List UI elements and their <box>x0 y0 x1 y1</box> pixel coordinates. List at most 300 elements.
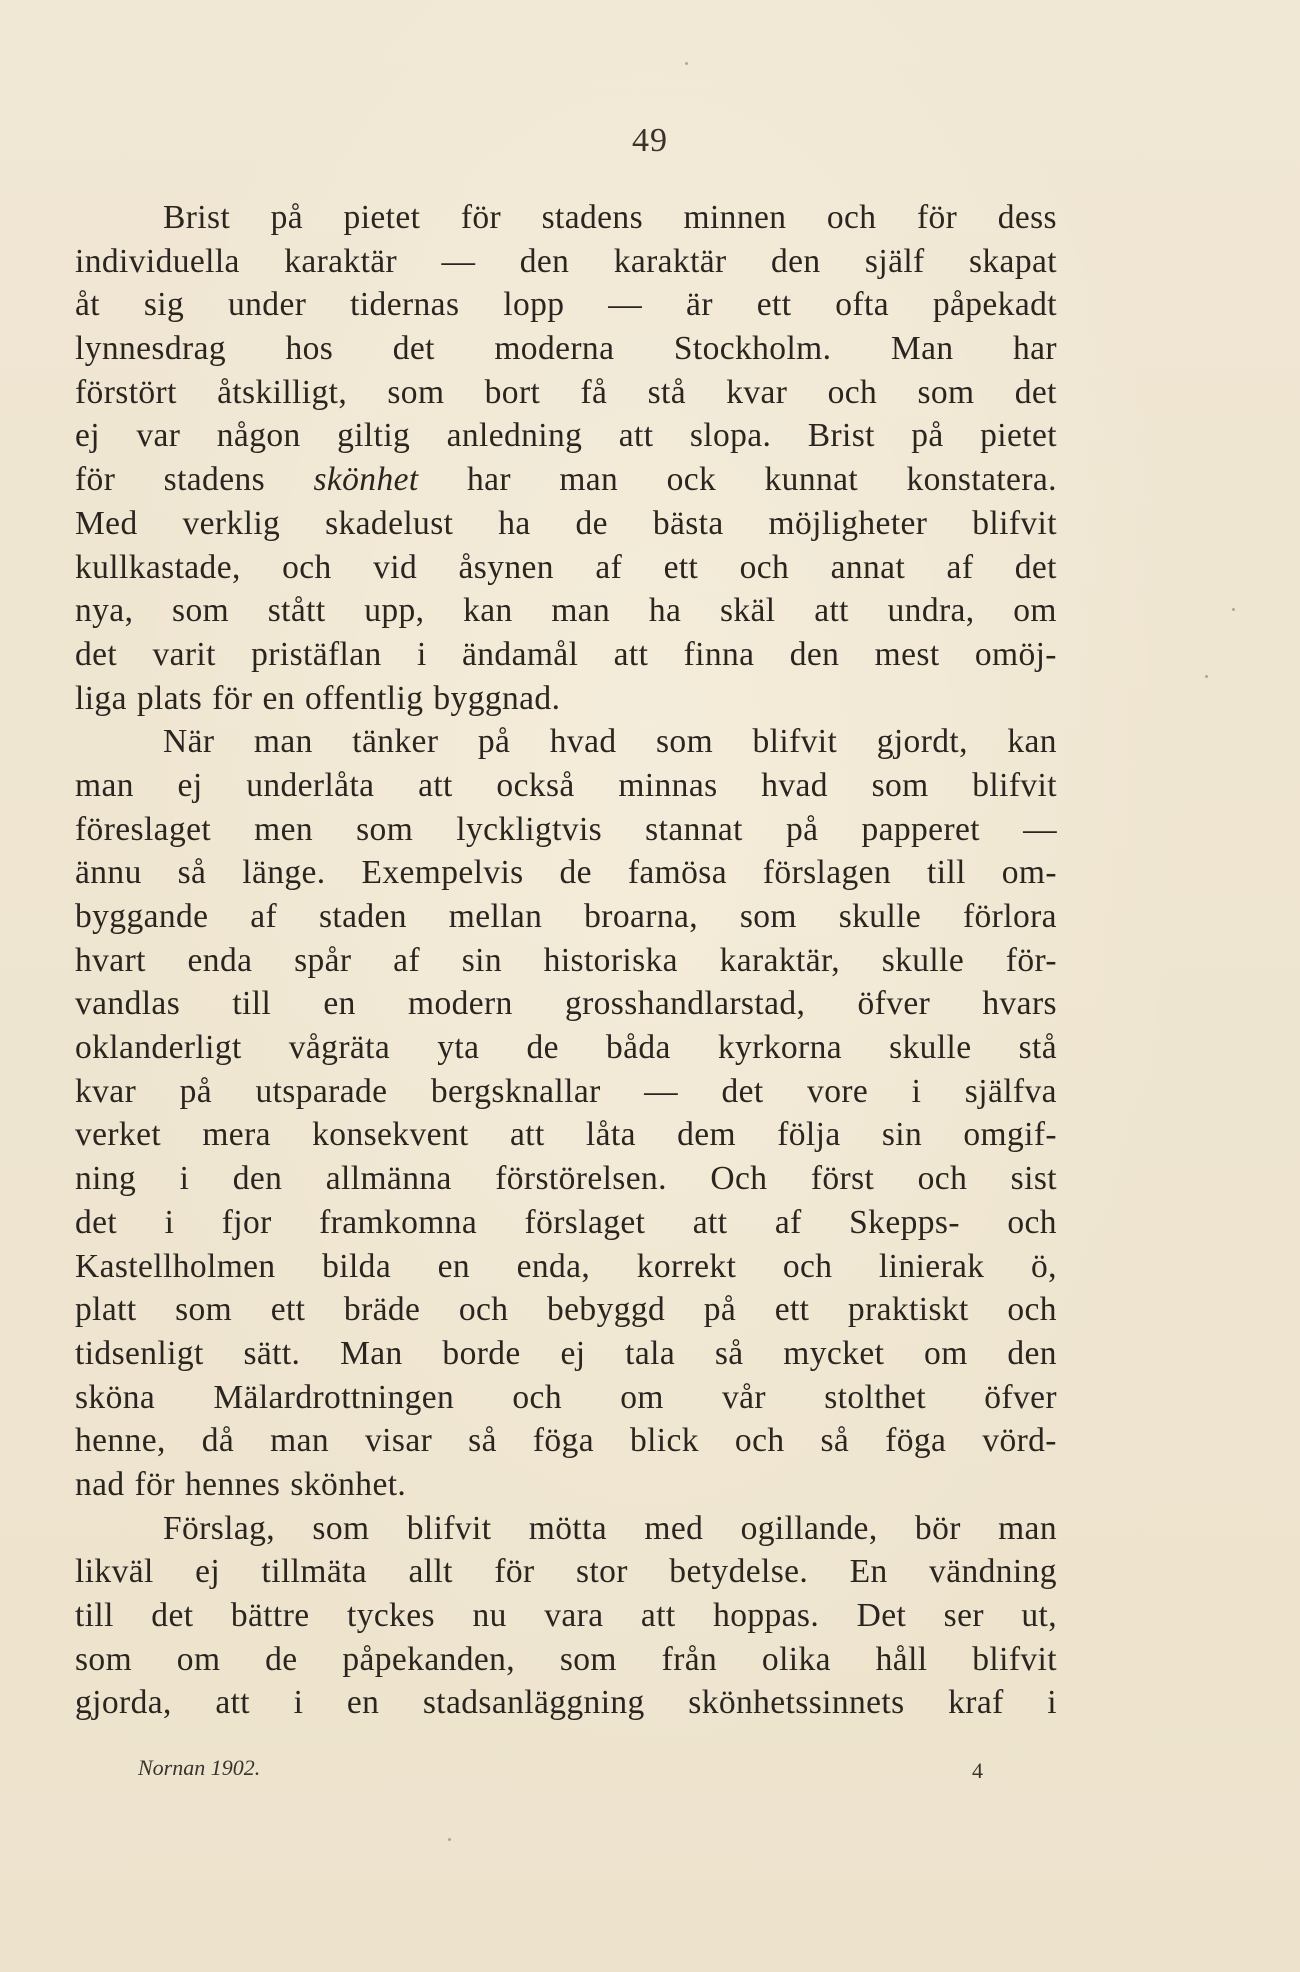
word: olika <box>761 1640 831 1678</box>
text-line <box>75 633 1057 677</box>
word: hvars <box>982 985 1057 1023</box>
word: skönhet <box>313 461 419 499</box>
word: Med <box>75 504 138 542</box>
word: minnas <box>618 766 718 804</box>
word: lyckligtvis <box>456 810 603 848</box>
word: utsparade <box>255 1072 388 1110</box>
word: så <box>714 1334 744 1372</box>
word: blifvit <box>972 504 1057 542</box>
word: spår <box>294 941 352 979</box>
word: minnen <box>683 199 787 236</box>
text-line <box>75 1681 1057 1725</box>
word: borde <box>442 1334 521 1372</box>
word: sin <box>461 941 502 979</box>
word: Kastellholmen <box>75 1247 276 1285</box>
word: upp, <box>364 592 425 630</box>
word: till <box>927 854 966 892</box>
word: När <box>163 723 215 761</box>
word: tillmäta <box>261 1553 368 1591</box>
word: mest <box>874 635 940 673</box>
word: af <box>595 548 623 586</box>
word: de <box>559 854 592 892</box>
word: man <box>270 1422 330 1460</box>
word: om- <box>1001 854 1057 892</box>
word: ning <box>75 1160 137 1198</box>
word: om <box>176 1640 221 1678</box>
word: ha <box>648 592 682 630</box>
word: korrekt <box>636 1247 737 1285</box>
word: allt <box>408 1553 453 1591</box>
word: verket <box>75 1116 162 1154</box>
word: tyckes <box>347 1597 435 1634</box>
word: ogillande, <box>740 1509 878 1547</box>
word: om <box>620 1378 664 1416</box>
word: en <box>262 679 295 717</box>
word: yta <box>437 1029 480 1067</box>
word: kunnat <box>764 461 859 499</box>
word: det <box>75 635 118 673</box>
word: blifvit <box>972 766 1057 804</box>
word: — <box>644 1072 678 1110</box>
word: varit <box>152 635 216 673</box>
word: påpekadt <box>932 286 1057 324</box>
word: ett <box>756 286 792 324</box>
word: en <box>437 1247 471 1285</box>
word: kullkastade, <box>75 548 241 586</box>
word: tidernas <box>350 286 460 324</box>
paper-speck <box>448 1838 451 1841</box>
word: ej <box>75 417 100 455</box>
word: omgif- <box>963 1116 1057 1154</box>
word: och <box>458 1291 509 1329</box>
word: vore <box>807 1072 869 1110</box>
word: till <box>75 1597 114 1634</box>
word: hvart <box>75 941 146 979</box>
word: någon <box>216 417 301 455</box>
text-line <box>75 1550 1057 1594</box>
word: som <box>739 898 797 935</box>
word: som <box>356 810 414 848</box>
word: följa <box>777 1116 841 1154</box>
word: Och <box>710 1160 768 1198</box>
word: — <box>441 242 476 280</box>
word: skadelust <box>325 504 454 542</box>
word: Skepps- <box>849 1203 960 1241</box>
word: pietet <box>980 417 1057 455</box>
word: för <box>134 1465 175 1503</box>
word: ej <box>177 766 203 804</box>
word: som <box>871 766 929 804</box>
word: ett <box>774 1291 810 1329</box>
paper-speck <box>1205 675 1208 678</box>
word: af <box>946 548 974 586</box>
word: Förslag, <box>163 1509 276 1547</box>
word: i <box>179 1160 190 1198</box>
word: först <box>810 1160 875 1198</box>
word: fjor <box>221 1203 272 1241</box>
word: vörd- <box>982 1422 1057 1460</box>
word: stå <box>1018 1029 1057 1067</box>
word: papperet <box>861 810 980 848</box>
word: som <box>175 1291 233 1329</box>
word: på <box>911 417 944 455</box>
text-line <box>75 720 1057 764</box>
word: sig <box>143 286 185 324</box>
word: kvar <box>726 373 788 411</box>
word: men <box>254 810 314 848</box>
word: så <box>177 854 207 892</box>
word: under <box>228 286 307 324</box>
word: man <box>253 723 313 761</box>
word: sist <box>1010 1160 1057 1198</box>
word: och <box>739 548 790 586</box>
word: med <box>644 1509 704 1547</box>
word: enda <box>187 941 253 979</box>
word: i <box>293 1684 304 1722</box>
word: man <box>559 461 619 499</box>
word: dem <box>677 1116 736 1154</box>
word: karaktär <box>284 242 398 280</box>
word: att <box>618 417 654 455</box>
word: dess <box>997 199 1057 236</box>
word: den <box>789 635 840 673</box>
word: stadens <box>541 199 644 236</box>
word: och <box>917 1160 968 1198</box>
word: för- <box>1005 941 1057 979</box>
word: som <box>917 373 975 411</box>
word: man <box>998 1509 1057 1547</box>
word: historiska <box>543 941 678 979</box>
text-line <box>75 240 1057 284</box>
word: betydelse. <box>669 1553 809 1591</box>
word: på <box>477 723 511 761</box>
word: ett <box>270 1291 306 1329</box>
word: som <box>387 373 445 411</box>
word: kan <box>463 592 513 630</box>
word: åsynen <box>458 548 554 586</box>
word: ett <box>663 548 699 586</box>
word: plats <box>136 679 203 717</box>
word: vara <box>544 1597 604 1634</box>
word: förstörelsen. <box>495 1160 667 1198</box>
word: individuella <box>75 242 240 280</box>
word: i <box>911 1072 922 1110</box>
word: mycket <box>783 1334 885 1372</box>
word: platt <box>75 1291 137 1329</box>
word: anledning <box>446 417 583 455</box>
word: staden <box>318 898 407 935</box>
word: och <box>827 373 878 411</box>
word: stått <box>267 592 326 630</box>
word: den <box>770 242 821 280</box>
word: visar <box>365 1422 433 1460</box>
word: underlåta <box>246 766 375 804</box>
word: Det <box>856 1597 907 1634</box>
word: verklig <box>182 504 281 542</box>
word: af <box>393 941 420 979</box>
word: undra, <box>887 592 975 630</box>
word: likväl <box>75 1553 154 1591</box>
word: hos <box>285 330 334 368</box>
text-line <box>75 677 1057 721</box>
word: ser <box>943 1597 984 1634</box>
word: blick <box>629 1422 699 1460</box>
text-line <box>75 808 1057 852</box>
word: giltig <box>337 417 411 455</box>
word: som <box>559 1640 617 1678</box>
word: skäl <box>719 592 776 630</box>
word: stor <box>576 1553 628 1591</box>
word: — <box>1023 810 1057 848</box>
word: som <box>172 592 230 630</box>
printer-signature: Nornan 1902. <box>138 1755 261 1780</box>
word: ofta <box>835 286 889 324</box>
text-line <box>75 371 1057 415</box>
word: lynnesdrag <box>75 330 226 368</box>
word: Brist <box>163 199 231 236</box>
word: skapat <box>968 242 1057 280</box>
word: öfver <box>857 985 931 1023</box>
word: af <box>250 898 278 935</box>
word: bort <box>484 373 541 411</box>
text-line <box>75 502 1057 546</box>
word: om <box>1013 592 1057 630</box>
text-line <box>75 1638 1057 1682</box>
word: för <box>460 199 502 236</box>
word: mera <box>202 1116 271 1154</box>
word: stannat <box>645 810 743 848</box>
word: hvad <box>549 723 617 761</box>
word: på <box>179 1072 212 1110</box>
word: har <box>466 461 511 499</box>
word: hvad <box>761 766 828 804</box>
word: att <box>509 1116 545 1154</box>
word: stadens <box>163 461 266 499</box>
word: var <box>136 417 181 455</box>
word: det <box>392 330 435 368</box>
word: så <box>468 1422 497 1460</box>
word: stadsanläggning <box>422 1684 645 1722</box>
text-line <box>75 1594 1057 1638</box>
word: den <box>232 1160 283 1198</box>
text-line <box>75 939 1057 983</box>
word: man <box>75 766 134 804</box>
text-line <box>75 1419 1057 1463</box>
word: vandlas <box>75 985 181 1023</box>
word: ej <box>560 1334 586 1372</box>
text-line <box>75 982 1057 1026</box>
word: grosshandlarstad, <box>564 985 806 1023</box>
word: som <box>75 1640 133 1678</box>
word: offentlig <box>305 679 424 717</box>
word: det <box>1014 548 1057 586</box>
word: sätt. <box>243 1334 301 1372</box>
word: föreslaget <box>75 810 212 848</box>
text-line <box>75 196 1057 240</box>
word: det <box>721 1072 764 1110</box>
word: båda <box>605 1029 671 1067</box>
word: finna <box>683 635 755 673</box>
word: skulle <box>881 941 965 979</box>
word: själf <box>864 242 925 280</box>
word: en <box>346 1684 380 1722</box>
word: så <box>820 1422 850 1460</box>
word: blifvit <box>972 1640 1057 1678</box>
word: Brist <box>807 417 875 455</box>
word: på <box>703 1291 737 1329</box>
word: En <box>849 1553 888 1591</box>
word: framkomna <box>319 1203 478 1241</box>
word: för <box>494 1553 535 1591</box>
word: en <box>323 985 356 1023</box>
word: blifvit <box>406 1509 492 1547</box>
word: ännu <box>75 854 142 892</box>
word: har <box>1012 330 1057 368</box>
word: mötta <box>528 1509 608 1547</box>
word: i <box>416 635 427 673</box>
word: på <box>270 199 304 236</box>
text-line <box>75 458 1057 502</box>
word: bebyggd <box>547 1291 666 1329</box>
word: förstört <box>75 373 177 411</box>
word: nad <box>75 1465 125 1503</box>
word: hennes <box>184 1465 281 1503</box>
word: Stockholm. <box>673 330 832 368</box>
word: skönhetssinnets <box>688 1684 905 1722</box>
word: pristäflan <box>251 635 382 673</box>
word: ej <box>195 1553 221 1591</box>
word: kvar <box>75 1072 137 1110</box>
text-line <box>75 895 1057 939</box>
word: i <box>1047 1684 1057 1722</box>
word: omöj- <box>974 635 1057 673</box>
text-line <box>75 327 1057 371</box>
word: om <box>924 1334 968 1372</box>
word: för <box>916 199 958 236</box>
word: moderna <box>494 330 615 368</box>
word: det <box>1014 373 1057 411</box>
word: ock <box>666 461 717 499</box>
word: de <box>265 1640 298 1678</box>
word: vår <box>722 1378 766 1416</box>
word: af <box>774 1203 802 1241</box>
word: förslaget <box>524 1203 646 1241</box>
text-line <box>75 1288 1057 1332</box>
word: bästa <box>652 504 724 542</box>
word: ö, <box>1030 1247 1057 1285</box>
text-line <box>75 1376 1057 1420</box>
word: nu <box>472 1597 507 1634</box>
word: praktiskt <box>847 1291 969 1329</box>
word: bergsknallar <box>430 1072 601 1110</box>
word: sin <box>881 1116 923 1154</box>
word: mellan <box>448 898 543 935</box>
word: länge. <box>242 854 326 892</box>
text-line <box>75 851 1057 895</box>
word: själfva <box>964 1072 1057 1110</box>
word: ändamål <box>462 635 579 673</box>
word: — <box>608 286 643 324</box>
word: annat <box>830 548 906 586</box>
word: att <box>640 1597 676 1634</box>
word: öfver <box>984 1378 1057 1416</box>
word: konsekvent <box>312 1116 469 1154</box>
word: som <box>656 723 714 761</box>
word: Exempelvis <box>361 854 524 892</box>
word: bör <box>914 1509 961 1547</box>
word: modern <box>408 985 513 1023</box>
word: henne, <box>75 1422 166 1460</box>
word: liga <box>75 679 127 717</box>
word: hoppas. <box>713 1597 820 1634</box>
text-line <box>75 1070 1057 1114</box>
word: karaktär, <box>719 941 840 979</box>
word: att <box>613 635 649 673</box>
word: föga <box>532 1422 594 1460</box>
word: kyrkorna <box>717 1029 842 1067</box>
word: håll <box>875 1640 928 1678</box>
word: tidsenligt <box>75 1334 204 1372</box>
word: gjorda, <box>75 1684 172 1722</box>
word: i <box>164 1203 175 1241</box>
word: oklanderligt <box>75 1029 242 1067</box>
word: är <box>686 286 713 324</box>
word: för <box>212 679 253 717</box>
word: den <box>1007 1334 1057 1372</box>
word: konstatera. <box>906 461 1057 499</box>
word: tänker <box>352 723 439 761</box>
word: byggnad. <box>433 679 561 717</box>
text-line <box>75 589 1057 633</box>
word: skulle <box>838 898 922 935</box>
word: då <box>201 1422 235 1460</box>
word: förslagen <box>762 854 892 892</box>
word: vid <box>373 548 418 586</box>
body-text <box>75 196 1057 1725</box>
word: ha <box>498 504 531 542</box>
text-line <box>75 764 1057 808</box>
word: skönhet. <box>290 1465 407 1503</box>
word: stolthet <box>824 1378 927 1416</box>
sheet-number: 4 <box>972 1758 983 1783</box>
text-line <box>75 1463 1057 1507</box>
paper-speck <box>685 62 688 65</box>
text-line <box>75 283 1057 327</box>
text-line <box>75 414 1057 458</box>
word: lopp <box>503 286 565 324</box>
paper-speck <box>1232 608 1235 611</box>
word: att <box>692 1203 728 1241</box>
text-line <box>75 1113 1057 1157</box>
word: föga <box>885 1422 947 1460</box>
word: slopa. <box>689 417 772 455</box>
word: förlora <box>962 898 1057 935</box>
text-line <box>75 1026 1057 1070</box>
word: byggande <box>75 898 209 935</box>
word: från <box>661 1640 718 1678</box>
word: kan <box>1007 723 1057 761</box>
word: nya, <box>75 592 134 630</box>
word: och <box>282 548 332 586</box>
word: och <box>1007 1203 1057 1241</box>
word: att <box>814 592 849 630</box>
word: och <box>826 199 877 236</box>
word: för <box>75 461 116 499</box>
word: skulle <box>889 1029 972 1067</box>
word: de <box>526 1029 559 1067</box>
word: till <box>232 985 272 1023</box>
word: Man <box>340 1334 403 1372</box>
